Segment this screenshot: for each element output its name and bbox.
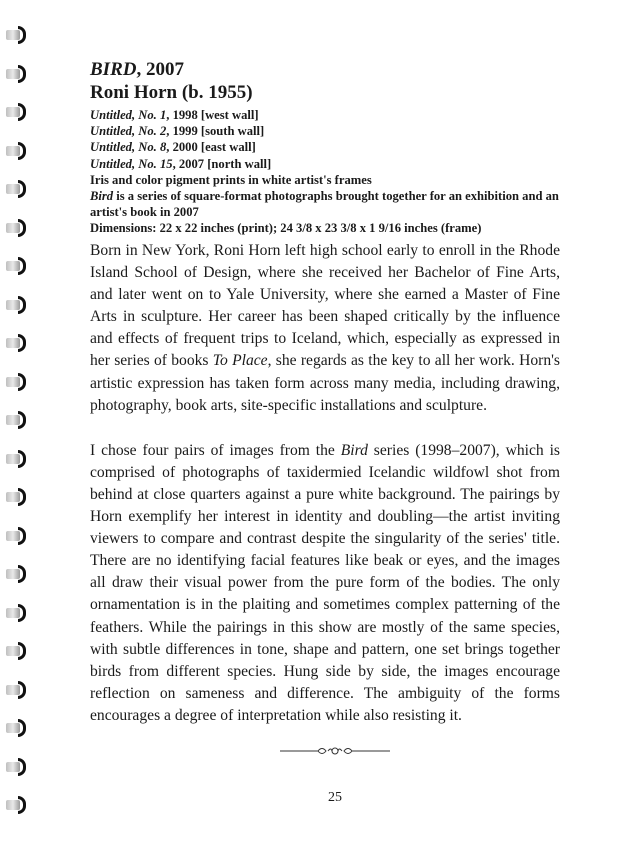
binding-ring [6, 182, 28, 196]
paragraph-biography: Born in New York, Roni Horn left high school early to enroll in the Rhode Island School of Design, where she received her Bachelor of Fine Arts, and later went on to Yale University, where she earned a Master of Fine Arts in sculpture. Her career has been shaped critically by the influence and effects of frequent trips to Iceland, which, especially as expressed in her series of books To Place, she regards as the key to all her work. Horn's artistic expression has taken form across many media, including drawing, photography, book arts, site-specific installations and sculpture. [90, 242, 560, 414]
paragraph-series: I chose four pairs of images from the Bird series (1998–2007), which is comprised of photographs of taxidermied Icelandic wildfowl shot from behind at close quarters against a pure white background. The pairings by Horn exemplify her interest in identity and doubling—the artist inviting viewers to compare and contrast despite the singularity of the series' title. There are no identifying facial features like beak or eyes, and the images all draw their visual power from the pure form of the bodies. The only ornamentation is in the plaiting and sometimes complex patterning of the feathers. While the pairings in this show are mostly of the same species, with subtle differences in tone, shape and pattern, one set brings together birds from different species. Hung side by side, the images encourage reflection on sameness and difference. The ambiguity of the forms encourages a degree of interpretation while also resisting it. [90, 441, 560, 724]
binding-ring [6, 336, 28, 350]
binding-ring [6, 529, 28, 543]
description-line: Bird is a series of square-format photographs brought together for an exhibition and an artist's book in 2007 [90, 189, 559, 220]
work-title-year: , 2007 [136, 59, 184, 80]
binding-ring [6, 28, 28, 42]
work-line-3: Untitled, No. 8, 2000 [east wall] [90, 140, 256, 155]
dimensions-line: Dimensions: 22 x 22 inches (print); 24 3/8 x 23 3/8 x 1 9/16 inches (frame) [90, 221, 482, 236]
binding-ring [6, 221, 28, 235]
binding-ring [6, 452, 28, 466]
catalog-entry-header [90, 58, 590, 237]
work-line-2: Untitled, No. 2, 1999 [south wall] [90, 124, 265, 139]
binding-ring [6, 259, 28, 273]
binding-ring [6, 721, 28, 735]
artist-name: Roni Horn (b. 1955) [90, 82, 253, 103]
binding-ring [6, 760, 28, 774]
binding-ring [6, 375, 28, 389]
work-line-1: Untitled, No. 1, 1998 [west wall] [90, 108, 259, 122]
binding-ring [6, 144, 28, 158]
work-line-4: Untitled, No. 15, 2007 [north wall] [90, 156, 272, 171]
work-title [90, 58, 590, 81]
work-title-name: BIRD [90, 59, 137, 80]
binding-ring [6, 413, 28, 427]
medium-line: Iris and color pigment prints in white artist's frames [90, 172, 372, 187]
binding-ring [6, 567, 28, 581]
binding-ring [6, 683, 28, 697]
page-number: 25 [328, 790, 342, 805]
binding-ring [6, 105, 28, 119]
spiral-binding [0, 0, 40, 850]
binding-ring [6, 606, 28, 620]
binding-ring [6, 67, 28, 81]
flourish-ornament-icon [280, 744, 390, 758]
binding-ring [6, 490, 28, 504]
essay-body [90, 240, 560, 750]
binding-ring [6, 644, 28, 658]
binding-ring [6, 298, 28, 312]
